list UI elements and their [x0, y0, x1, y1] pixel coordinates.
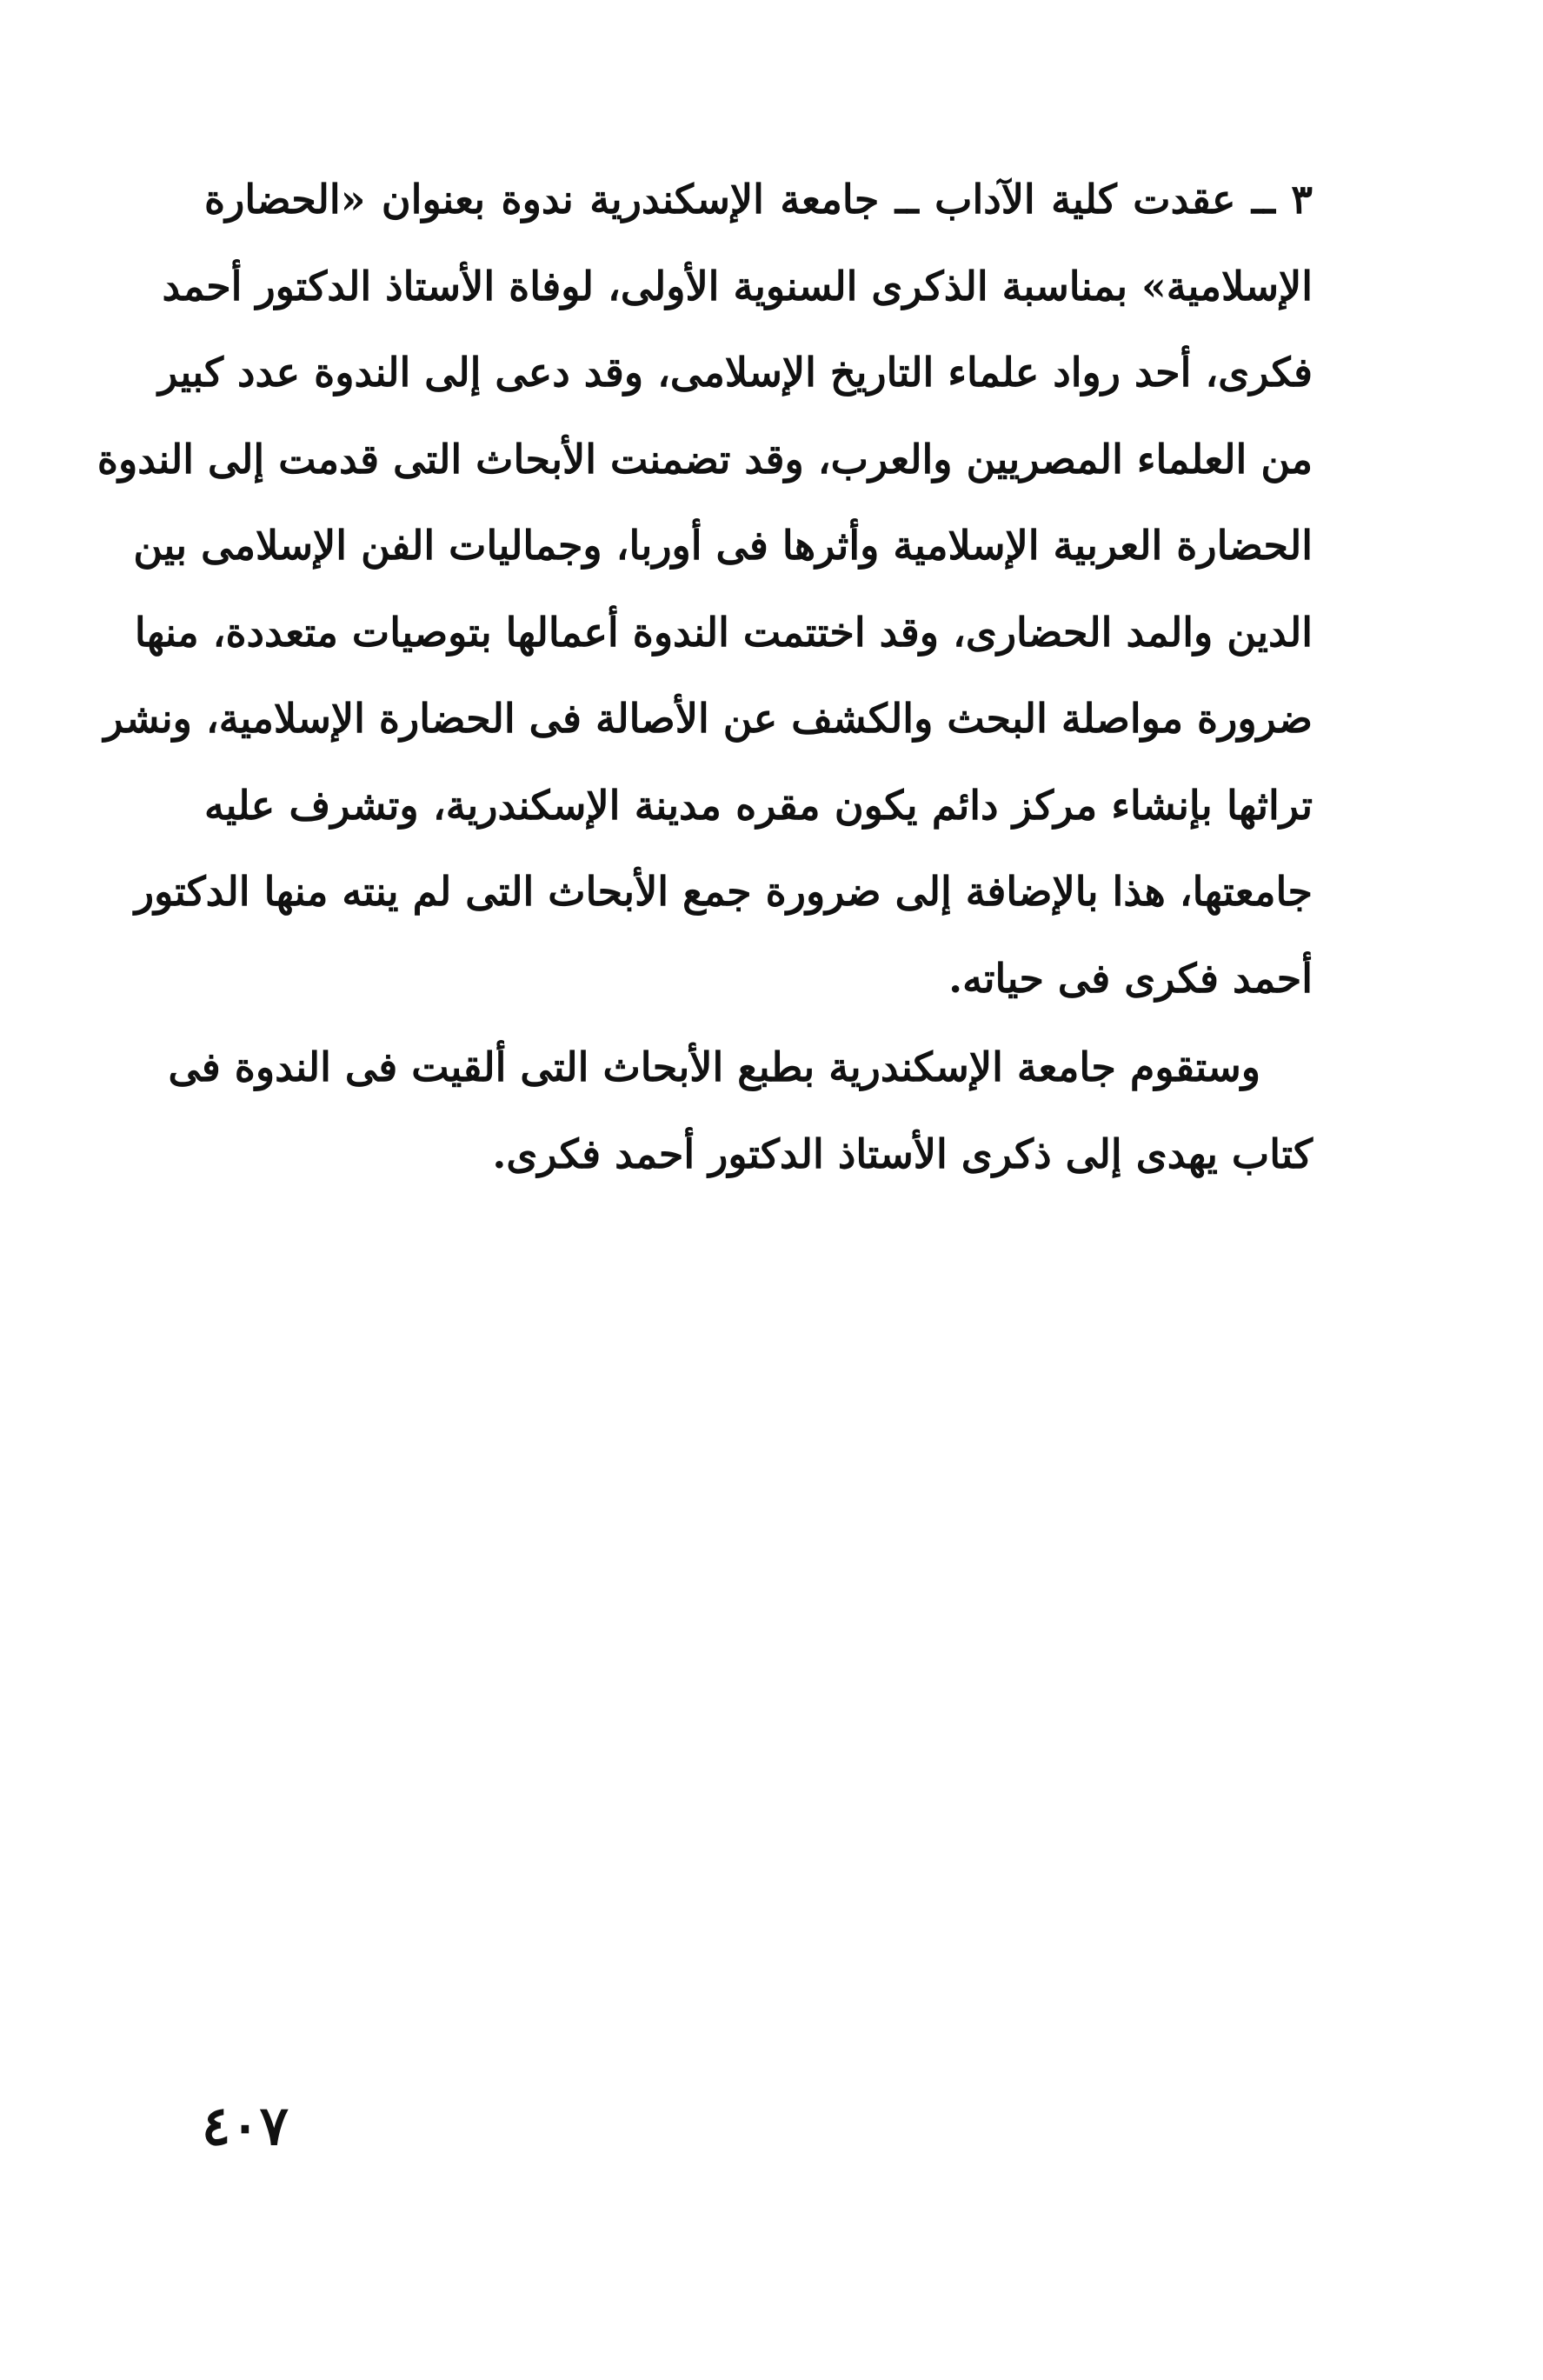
paragraph-announcement: [96, 157, 1313, 1022]
text-line: الإسلامية» بمناسبة الذكرى السنوية الأولى، لوفاة الأستاذ الدكتور أحمد: [162, 262, 1313, 310]
text-line: ضرورة مواصلة البحث والكشف عن الأصالة فى الحضارة الإسلامية، ونشر: [103, 695, 1313, 742]
paragraph-publication-note: [168, 1024, 1313, 1197]
text-line: فكرى، أحد رواد علماء التاريخ الإسلامى، وقد دعى إلى الندوة عدد كبير: [157, 349, 1313, 396]
text-line: الحضارة العربية الإسلامية وأثرها فى أوربا، وجماليات الفن الإسلامى بين: [133, 522, 1313, 569]
page-number: ٤٠٧: [202, 2094, 289, 2157]
text-line: جامعتها، هذا بالإضافة إلى ضرورة جمع الأبحاث التى لم ينته منها الدكتور: [134, 868, 1313, 915]
text-line: الدين والمد الحضارى، وقد اختتمت الندوة أعمالها بتوصيات متعددة، منها: [134, 608, 1313, 656]
text-line: وستقوم جامعة الإسكندرية بطبع الأبحاث التى ألقيت فى الندوة فى: [168, 1043, 1260, 1090]
text-line: ٣ ــ عقدت كلية الآداب ــ جامعة الإسكندرية ندوة بعنوان «الحضارة: [204, 176, 1313, 223]
text-line: تراثها بإنشاء مركز دائم يكون مقره مدينة الإسكندرية، وتشرف عليه: [204, 781, 1313, 829]
text-line: كتاب يهدى إلى ذكرى الأستاذ الدكتور أحمد فكرى.: [492, 1130, 1313, 1177]
text-line: أحمد فكرى فى حياته.: [948, 954, 1313, 1002]
text-line: من العلماء المصريين والعرب، وقد تضمنت الأبحاث التى قدمت إلى الندوة: [96, 435, 1313, 483]
